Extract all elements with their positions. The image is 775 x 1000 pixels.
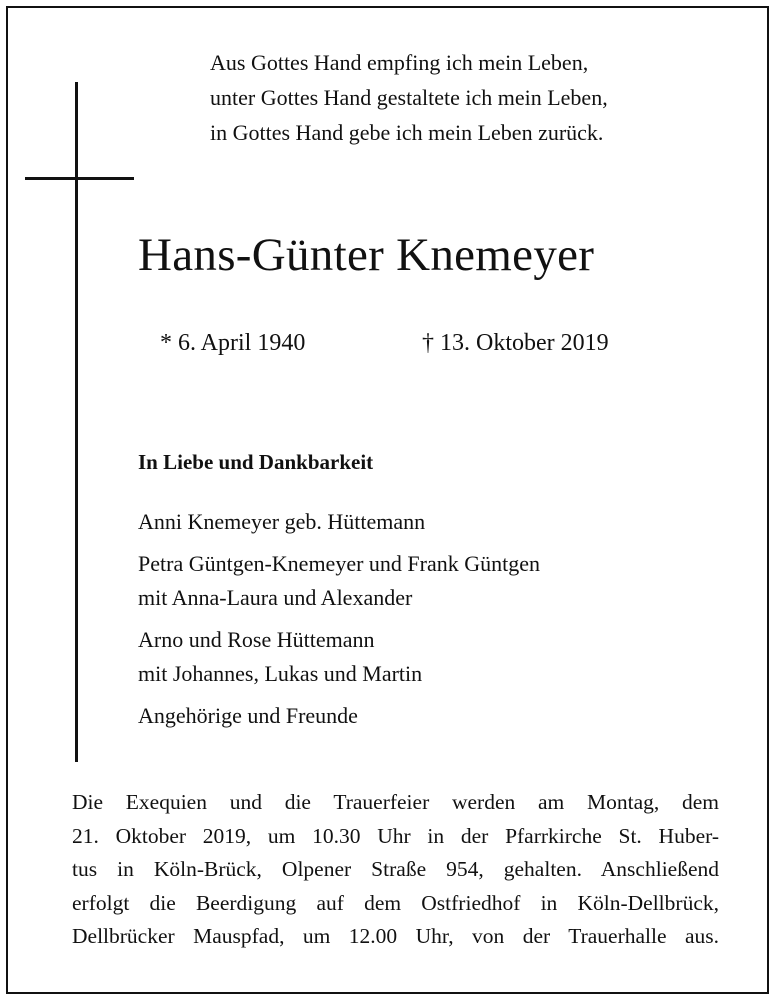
mourner-line: Arno und Rose Hüttemann [138, 627, 375, 652]
notice-line: Die Exequien und die Trauerfeier werden am Montag, dem [72, 790, 719, 814]
cross-icon-horizontal-bar [25, 177, 134, 180]
mourner-group [138, 699, 738, 733]
verse-line: Aus Gottes Hand empfing ich mein Leben, [210, 50, 589, 75]
mourner-line: Anni Knemeyer geb. Hüttemann [138, 509, 426, 534]
cross-icon-vertical-bar [75, 82, 78, 762]
mourner-group [138, 623, 738, 691]
funeral-notice [72, 786, 719, 954]
mourners-list [138, 505, 738, 741]
mourner-line: Petra Güntgen-Knemeyer und Frank Güntgen [138, 551, 541, 576]
mourner-line: Angehörige und Freunde [138, 703, 358, 728]
notice-line: erfolgt die Beerdigung auf dem Ostfriedhof in Köln-Dellbrück, [72, 890, 719, 915]
mourner-line: mit Johannes, Lukas und Martin [138, 661, 423, 686]
notice-line: 21. Oktober 2019, um 10.30 Uhr in der Pfarrkirche St. Huber- [72, 823, 719, 848]
bible-verse [210, 45, 710, 150]
verse-line: in Gottes Hand gebe ich mein Leben zurück. [210, 120, 604, 145]
notice-line: Dellbrücker Mauspfad, um 12.00 Uhr, von der Trauerhalle aus. [72, 924, 719, 948]
mourner-line: mit Anna-Laura und Alexander [138, 585, 413, 610]
birth-date: * 6. April 1940 [160, 330, 306, 356]
mourner-group [138, 547, 738, 615]
notice-line: tus in Köln-Brück, Olpener Straße 954, gehalten. Anschließend [72, 857, 719, 881]
death-date: † 13. Oktober 2019 [422, 330, 609, 356]
dedication-heading: In Liebe und Dankbarkeit [138, 450, 374, 474]
verse-line: unter Gottes Hand gestaltete ich mein Leben, [210, 85, 608, 110]
deceased-name: Hans-Günter Knemeyer [138, 229, 595, 281]
mourner-group [138, 505, 738, 539]
